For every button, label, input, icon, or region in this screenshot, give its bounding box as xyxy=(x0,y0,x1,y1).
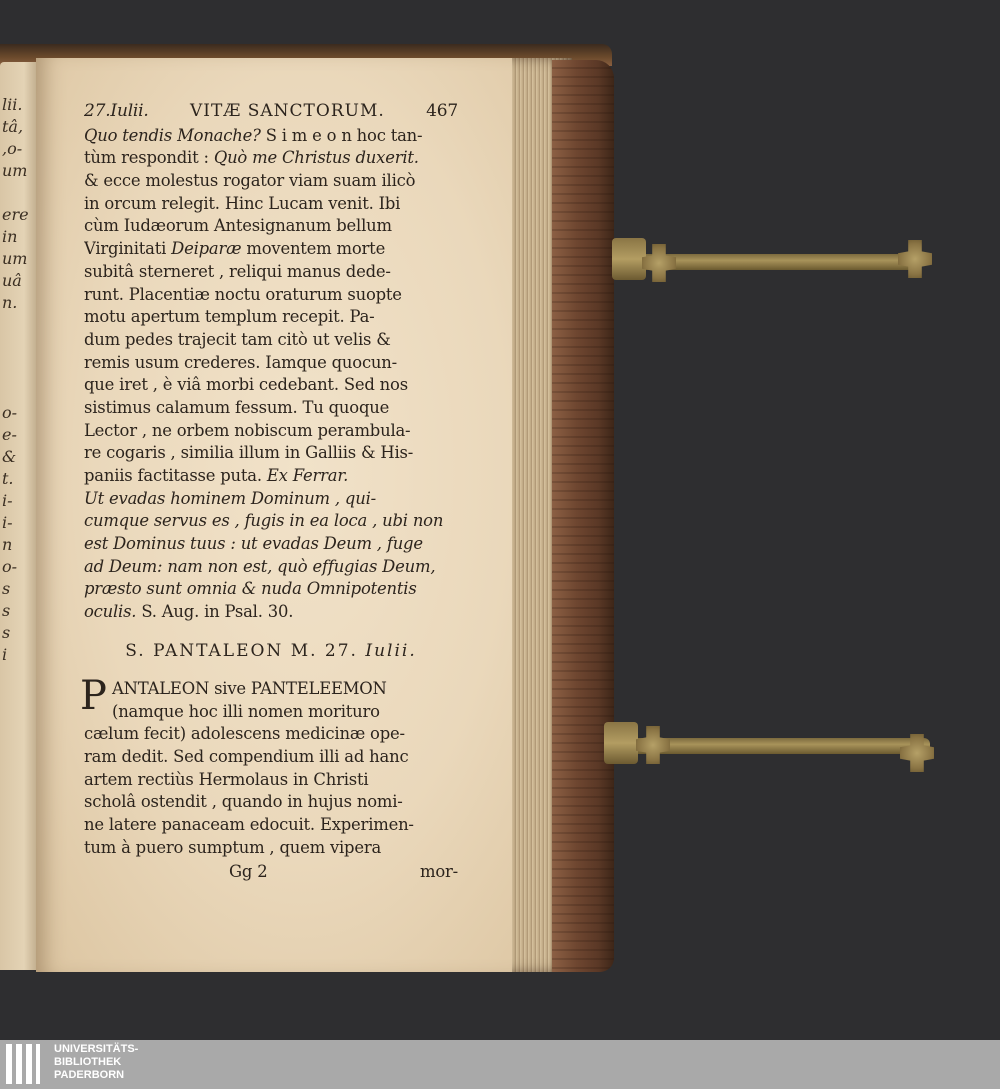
section-heading-name: S. PANTALEON M. 27. xyxy=(125,640,366,661)
page-number: 467 xyxy=(426,101,458,121)
running-header xyxy=(84,100,458,123)
book-spine-edge xyxy=(552,60,614,972)
text-segment: tùm respondit : xyxy=(84,148,214,168)
text-segment: oculis. xyxy=(84,602,142,622)
left-fragment-line xyxy=(2,314,38,336)
text-segment: Ex Ferrar. xyxy=(266,466,349,486)
text-segment: Ut evadas hominem Dominum , qui- xyxy=(84,488,376,508)
text-segment: ad Deum: nam non est, quò effugias Deum, xyxy=(84,556,436,576)
text-segment: remis usum crederes. Iamque quocun- xyxy=(84,352,397,372)
left-fragment-line: i- xyxy=(2,491,13,510)
clasp-ornament xyxy=(642,244,676,282)
text-segment: cælum fecit) adolescens medicinæ ope- xyxy=(84,724,405,744)
page-footer xyxy=(84,861,458,884)
left-fragment-line: s xyxy=(2,579,11,598)
text-line xyxy=(84,147,458,170)
text-line xyxy=(84,769,458,792)
left-fragment-line: t. xyxy=(2,469,14,488)
text-line xyxy=(84,420,458,443)
text-line xyxy=(84,556,458,579)
text-segment: Virginitati xyxy=(84,239,172,259)
text-line xyxy=(84,238,458,261)
left-fragment-line: tâ, xyxy=(2,117,24,136)
left-fragment-line: o- xyxy=(2,403,18,422)
text-line xyxy=(84,510,458,533)
library-name-line1: UNIVERSITÄTS- xyxy=(54,1043,139,1055)
text-segment: ne latere panaceam edocuit. Experimen- xyxy=(84,814,414,834)
left-page-text-fragments xyxy=(2,94,38,666)
text-line xyxy=(84,578,458,601)
text-segment: cumque servus es , fugis in ea loca , ubi non xyxy=(84,511,444,531)
text-line xyxy=(84,397,458,420)
left-fragment-line xyxy=(2,182,38,204)
text-line xyxy=(84,837,458,860)
catchword: mor- xyxy=(420,862,458,882)
text-line xyxy=(84,442,458,465)
text-line xyxy=(84,701,458,724)
text-segment: cùm Iudæorum Antesignanum bellum xyxy=(84,216,392,236)
library-name-line2: BIBLIOTHEK xyxy=(54,1056,122,1068)
left-page-fragment xyxy=(0,62,40,970)
text-segment: Quo tendis Monache? xyxy=(84,125,266,145)
text-segment: S. Aug. in Psal. 30. xyxy=(141,602,294,622)
text-segment: S i m e o n hoc tan- xyxy=(265,125,423,145)
drop-cap: P xyxy=(80,672,107,719)
text-line xyxy=(84,814,458,837)
lower-brass-clasp xyxy=(604,716,938,752)
clasp-end-ornament xyxy=(898,240,932,278)
text-segment: Quò me Christus duxerit. xyxy=(213,148,419,168)
text-segment: subitâ sterneret , reliqui manus dede- xyxy=(84,261,391,281)
text-segment: præsto sunt omnia & nuda Omnipotentis xyxy=(84,579,417,599)
text-segment: dum pedes trajecit tam citò ut velis & xyxy=(84,329,391,349)
library-logo-icon xyxy=(6,1044,48,1084)
library-name xyxy=(54,1043,138,1082)
left-fragment-line: n xyxy=(2,535,13,554)
text-line xyxy=(84,723,458,746)
left-fragment-line: lii. xyxy=(2,95,23,114)
text-segment: ram dedit. Sed compendium illi ad hanc xyxy=(84,746,409,766)
text-segment: que iret , è viâ morbi cedebant. Sed nos xyxy=(84,375,408,395)
text-line xyxy=(84,601,458,624)
library-name-line3: PADERBORN xyxy=(54,1069,125,1081)
left-fragment-line: e- xyxy=(2,425,17,444)
text-segment: paniis factitasse puta. xyxy=(84,466,267,486)
pantaleon-paragraph xyxy=(80,672,458,860)
left-fragment-line: n. xyxy=(2,293,18,312)
left-fragment-line: i xyxy=(2,645,8,664)
augustine-quote xyxy=(84,488,458,624)
header-date: 27.Iulii. xyxy=(84,101,149,121)
left-fragment-line: uâ xyxy=(2,271,22,290)
text-segment: Deiparæ xyxy=(171,239,242,259)
upper-brass-clasp xyxy=(612,240,934,276)
text-line xyxy=(84,678,458,701)
text-line xyxy=(84,193,458,216)
text-line xyxy=(84,746,458,769)
text-segment: runt. Placentiæ noctu oraturum suopte xyxy=(84,284,402,304)
left-fragment-line: o- xyxy=(2,557,18,576)
section-heading-date: Iulii. xyxy=(365,640,417,661)
text-line xyxy=(84,488,458,511)
body-paragraph xyxy=(84,125,458,488)
text-line xyxy=(84,465,458,488)
left-fragment-line: s xyxy=(2,623,11,642)
left-fragment-line: ere xyxy=(2,205,29,224)
text-segment: sistimus calamum fessum. Tu quoque xyxy=(84,397,390,417)
text-segment: tum à puero sumptum , quem vipera xyxy=(84,837,382,857)
text-line xyxy=(84,791,458,814)
text-segment: ANTALEON sive PANTELEEMON xyxy=(112,678,387,698)
text-segment: in orcum relegit. Hinc Lucam venit. Ibi xyxy=(84,193,401,213)
page-text xyxy=(80,100,458,884)
text-segment: re cogaris , similia illum in Galliis & His- xyxy=(84,443,414,463)
text-line xyxy=(84,329,458,352)
clasp-ornament xyxy=(636,726,670,764)
text-segment: Lector , ne orbem nobiscum perambula- xyxy=(84,420,411,440)
left-fragment-line: um xyxy=(2,249,28,268)
left-fragment-line: s xyxy=(2,601,11,620)
text-line xyxy=(84,170,458,193)
pantaleon-lines xyxy=(84,678,458,860)
left-fragment-line xyxy=(2,380,38,402)
text-line xyxy=(84,374,458,397)
left-fragment-line: um xyxy=(2,161,28,180)
text-segment: moventem morte xyxy=(241,239,386,259)
text-line xyxy=(84,284,458,307)
library-banner xyxy=(0,1040,1000,1089)
text-segment: scholâ ostendit , quando in hujus nomi- xyxy=(84,792,403,812)
text-line xyxy=(84,352,458,375)
text-segment: est Dominus tuus : ut evadas Deum , fuge xyxy=(84,534,423,554)
text-segment: (namque hoc illi nomen morituro xyxy=(112,701,380,721)
text-line xyxy=(84,125,458,148)
text-line xyxy=(84,261,458,284)
left-fragment-line: i- xyxy=(2,513,13,532)
signature-mark: Gg 2 xyxy=(229,862,268,882)
clasp-hinge xyxy=(612,238,646,280)
header-title: VITÆ SANCTORUM. xyxy=(189,101,385,121)
right-page xyxy=(36,58,518,972)
left-fragment-line xyxy=(2,336,38,358)
left-fragment-line: ,o- xyxy=(2,139,23,158)
left-fragment-line: in xyxy=(2,227,18,246)
text-segment: artem rectiùs Hermolaus in Christi xyxy=(84,769,369,789)
text-line xyxy=(84,306,458,329)
text-segment: motu apertum templum recepit. Pa- xyxy=(84,307,375,327)
clasp-hinge xyxy=(604,722,638,764)
left-fragment-line: & xyxy=(2,447,17,466)
text-line xyxy=(84,215,458,238)
text-line xyxy=(84,533,458,556)
left-fragment-line xyxy=(2,358,38,380)
section-heading xyxy=(84,640,458,664)
text-segment: & ecce molestus rogator viam suam ilicò xyxy=(84,171,416,191)
